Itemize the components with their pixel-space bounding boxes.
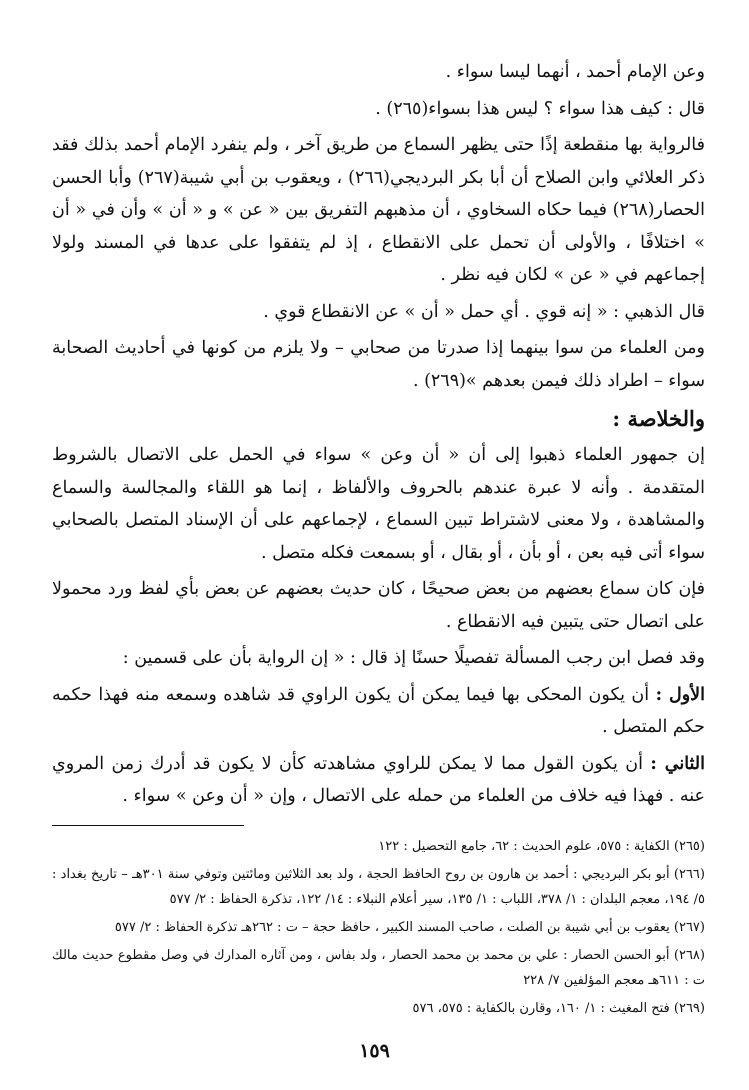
paragraph-6: إن جمهور العلماء ذهبوا إلى أن « أن وعن » سواء في الحمل على الاتصال بالشروط المتقدمة . وأنه لا عبرة عندهم بالحروف والألفاظ ، إنما هو اللقاء والمجالسة والسماع والمشاهدة ، ولا معنى لاشتراط تبين السماع ، لإجماعهم على أن الإسناد المتصل بالصحابي سواء أتى فيه بعن ، أو بأن ، أو بقال ، أو بسمعت فكله متصل . (52, 445, 705, 563)
footnote-268: (٢٦٨) أبو الحسن الحصار : علي بن محمد بن محمد الحصار ، ولد بفاس ، ومن آثاره المدارك في وصل مقطوع حديث مالك ت : ٦١١هـ معجم المؤلفين ٧/ ٢٢٨ (52, 947, 705, 988)
page-number: ١٥٩ (359, 1040, 390, 1062)
footnote-266: (٢٦٦) أبو بكر البرديجي : أحمد بن هارون بن روح الحافظ الحجة ، ولد بعد الثلاثين ومائتين وتوفي سنة ٣٠١هـ – تاريخ بغداد : ٥/ ١٩٤، معجم البلدان : ١/ ٣٧٨، اللباب : ١/ ١٣٥، سير أعلام النبلاء : ١٤/ ١٢٢، تذكرة الحفاظ : ٢/ ٥٧٧ (52, 866, 705, 907)
first-division-label: الأول : (655, 684, 705, 705)
footnote-divider (52, 825, 244, 826)
second-division-label: الثاني : (650, 753, 706, 774)
main-text (52, 56, 705, 813)
book-page (52, 56, 705, 1090)
footnote-265: (٢٦٥) الكفاية : ٥٧٥، علوم الحديث : ٦٢، جامع التحصيل : ١٢٢ (378, 838, 705, 854)
paragraph-7: فإن كان سماع بعضهم من بعض صحيحًا ، كان حديث بعضهم عن بعض بأي لفظ ورد محمولا على اتصال حتى يتبين فيه الانقطاع . (52, 579, 705, 632)
paragraph-4: قال الذهبي : « إنه قوي . أي حمل « أن » عن الانقطاع قوي . (263, 301, 705, 322)
paragraph-8: وقد فصل ابن رجب المسألة تفصيلًا حسنًا إذ قال : « إن الرواية بأن على قسمين : (122, 648, 705, 668)
footnotes (52, 834, 705, 1021)
paragraph-3: فالرواية بها منقطعة إذًا حتى يظهر السماع من طريق آخر ، ولم ينفرد الإمام أحمد بذلك فقد ذكر العلائي وابن الصلاح أن أبا بكر البرديجي(٢٦٦) ، ويعقوب بن أبي شيبة(٢٦٧) وأبا الحسن الحصار(٢٦٨) فيما حكاه السخاوي ، أن مذهبهم التفريق بين « عن » و « أن » وأن في « أن » اختلافًا ، والأولى أن تحمل على الانقطاع ، إذ لم يتفقوا على عدها في المسند ولولا إجماعهم في « عن » لكان فيه نظر . (52, 135, 705, 285)
paragraph-9 (52, 679, 705, 744)
paragraph-2: قال : كيف هذا سواء ؟ ليس هذا بسواء(٢٦٥) . (375, 98, 705, 119)
footnote-267: (٢٦٧) يعقوب بن أبي شيبة بن الصلت ، صاحب المسند الكبير ، حافظ حجة – ت : ٢٦٢هـ تذكرة الحفاظ : ٢/ ٥٧٧ (114, 919, 705, 935)
paragraph-1: وعن الإمام أحمد ، أنهما ليسا سواء . (445, 62, 705, 82)
footnote-269: (٢٦٩) فتح المغيث : ١/ ١٦٠، وقارن بالكفاية : ٥٧٥، ٥٧٦ (412, 1000, 705, 1016)
section-heading: والخلاصة : (612, 406, 705, 431)
paragraph-10 (52, 748, 705, 813)
first-division-text: أن يكون المحكى بها فيما يمكن أن يكون الراوي قد شاهده وسمعه منه فهذا حكمه حكم المتصل . (52, 684, 705, 737)
second-division-text: أن يكون القول مما لا يمكن للراوي مشاهدته كأن لا يكون قد أدرك زمن المروي عنه . فهذا فيه خلاف من العلماء من حمله على الاتصال ، وإن « أن وعن » سواء . (52, 753, 705, 806)
paragraph-5: ومن العلماء من سوا بينهما إذا صدرتا من صحابي – ولا يلزم من كونها في أحاديث الصحابة سواء – اطراد ذلك فيمن بعدهم »(٢٦٩) . (52, 338, 705, 391)
